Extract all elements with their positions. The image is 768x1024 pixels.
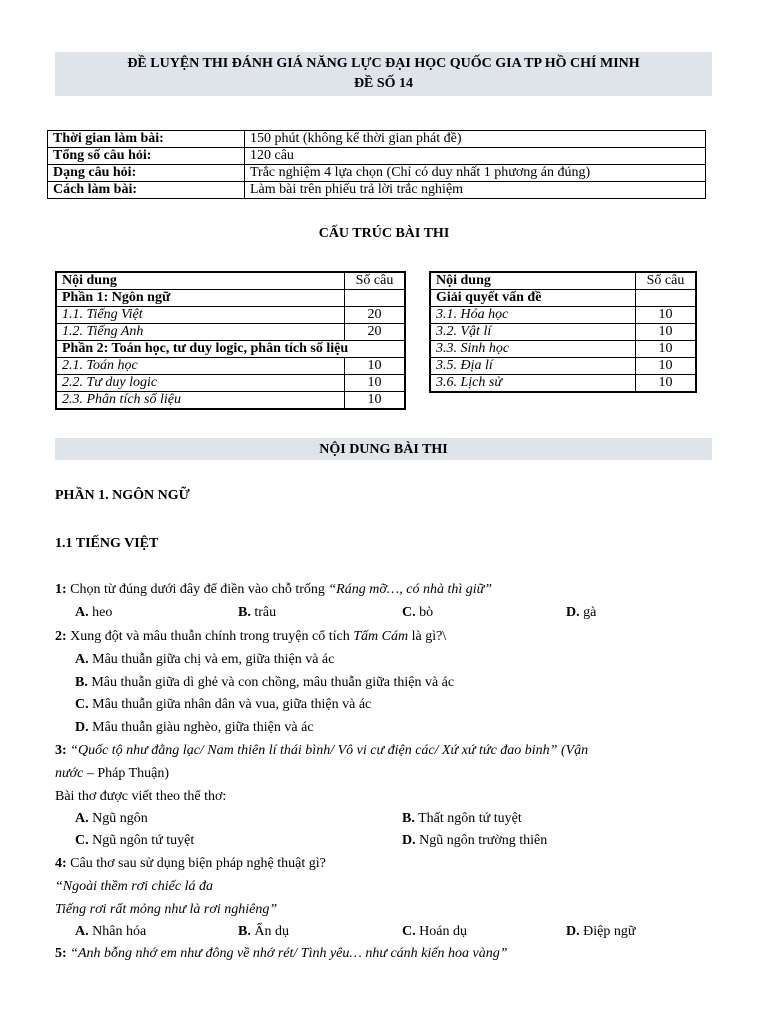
question-number: 1:	[55, 582, 67, 597]
poem-line: Tiếng rơi rất mỏng như là rơi nghiêng”	[55, 902, 278, 917]
question-prompt: Bài thơ được viết theo thể thơ:	[55, 789, 227, 804]
option-d	[75, 720, 314, 736]
column-header: Số câu	[345, 272, 406, 290]
poem-author: – Pháp Thuận)	[83, 766, 170, 781]
poem-line: “Ngoài thềm rơi chiếc lá đa	[55, 879, 213, 894]
info-value: 120 câu	[245, 148, 706, 165]
exam-title: ĐỀ LUYỆN THI ĐÁNH GIÁ NĂNG LỰC ĐẠI HỌC QUỐC GIA TP HỒ CHÍ MINH	[127, 56, 640, 71]
table-row	[56, 324, 405, 341]
question-text: Câu thơ sau sử dụng biện pháp nghệ thuật gì?	[66, 856, 326, 871]
option-text: bò	[415, 605, 434, 620]
table-cell: 10	[636, 307, 697, 324]
table-row	[56, 307, 405, 324]
option-text: Ẩn dụ	[250, 924, 289, 939]
info-key: Cách làm bài:	[48, 182, 245, 199]
table-row	[430, 307, 696, 324]
option-letter: A.	[75, 605, 89, 620]
table-cell: 1.2. Tiếng Anh	[56, 324, 345, 341]
column-header: Nội dung	[56, 272, 345, 290]
info-key: Thời gian làm bài:	[48, 131, 245, 148]
question-4	[55, 856, 326, 872]
table-cell: 3.6. Lịch sử	[430, 375, 636, 393]
option-a	[75, 605, 112, 621]
table-cell: 20	[345, 307, 406, 324]
question-number: 3:	[55, 743, 67, 758]
option-text: trâu	[250, 605, 277, 620]
table-row	[56, 290, 405, 307]
table-row	[430, 290, 696, 307]
table-cell: 10	[636, 375, 697, 393]
poem-quote: “Anh bỗng nhớ em như đông về nhớ rét/ Tình yêu… như cánh kiến hoa vàng”	[66, 946, 508, 961]
option-text: Điệp ngữ	[579, 924, 636, 939]
option-a	[75, 811, 148, 827]
question-quote: “Ráng mỡ…, có nhà thì giữ”	[328, 582, 493, 597]
option-letter: D.	[566, 605, 580, 620]
table-row	[48, 182, 706, 199]
option-text: Mâu thuẫn giữa nhân dân và vua, giữa thiện và ác	[88, 697, 372, 712]
option-letter: D.	[566, 924, 580, 939]
exam-info-table	[47, 130, 706, 199]
option-a	[75, 924, 146, 940]
option-letter: C.	[75, 697, 89, 712]
table-row	[430, 324, 696, 341]
option-d	[402, 833, 547, 849]
option-letter: B.	[75, 675, 88, 690]
question-5	[55, 946, 508, 962]
table-row	[430, 341, 696, 358]
column-header: Nội dung	[430, 272, 636, 290]
table-cell: 10	[345, 392, 406, 410]
option-letter: B.	[238, 605, 251, 620]
table-cell: 1.1. Tiếng Việt	[56, 307, 345, 324]
option-letter: D.	[75, 720, 89, 735]
exam-title-band	[55, 52, 712, 96]
poem-title: nước	[55, 766, 84, 781]
table-cell: 3.3. Sinh học	[430, 341, 636, 358]
option-letter: C.	[402, 924, 416, 939]
option-letter: A.	[75, 811, 89, 826]
option-c	[402, 605, 433, 621]
question-number: 5:	[55, 946, 67, 961]
question-number: 4:	[55, 856, 67, 871]
content-title: NỘI DUNG BÀI THI	[319, 442, 448, 457]
option-d	[566, 605, 596, 621]
table-row	[48, 131, 706, 148]
option-letter: A.	[75, 652, 89, 667]
table-cell: 3.2. Vật lí	[430, 324, 636, 341]
option-text: Ngũ ngôn	[88, 811, 148, 826]
table-cell: 3.1. Hóa học	[430, 307, 636, 324]
poem-quote: “Quốc tộ như đằng lạc/ Nam thiên lí thái bình/ Vô vi cư điện các/ Xứ xứ tức đao binh” (Vận	[66, 743, 589, 758]
option-letter: B.	[402, 811, 415, 826]
content-title-band	[55, 438, 712, 460]
question-text: Chọn từ đúng dưới đây để điền vào chỗ trống	[66, 582, 329, 597]
table-row	[430, 375, 696, 393]
story-title: Tấm Cám	[353, 629, 409, 644]
question-tail: là gì?\	[408, 629, 447, 644]
table-row	[48, 165, 706, 182]
option-text: Ngũ ngôn tứ tuyệt	[88, 833, 195, 848]
table-cell	[345, 290, 406, 307]
option-text: heo	[88, 605, 113, 620]
table-cell: Phần 2: Toán học, tư duy logic, phân tích số liệu	[56, 341, 405, 358]
table-row	[56, 392, 405, 410]
table-row	[56, 375, 405, 392]
option-text: Nhân hóa	[88, 924, 147, 939]
table-cell: 10	[345, 358, 406, 375]
option-b	[238, 924, 289, 940]
question-2	[55, 629, 446, 645]
table-cell	[636, 290, 697, 307]
column-header: Số câu	[636, 272, 697, 290]
question-3	[55, 743, 588, 759]
table-cell: 10	[636, 341, 697, 358]
table-cell: 20	[345, 324, 406, 341]
table-cell: 3.5. Địa lí	[430, 358, 636, 375]
option-text: Ngũ ngôn trường thiên	[415, 833, 548, 848]
table-cell: 10	[636, 358, 697, 375]
info-key: Dạng câu hỏi:	[48, 165, 245, 182]
question-1	[55, 582, 492, 598]
structure-table-right	[429, 271, 697, 393]
option-c	[75, 697, 371, 713]
table-row	[430, 358, 696, 375]
option-d	[566, 924, 635, 940]
option-letter: D.	[402, 833, 416, 848]
structure-table-left	[55, 271, 406, 410]
option-letter: C.	[75, 833, 89, 848]
option-text: Mâu thuẫn giữa chị và em, giữa thiện và ác	[88, 652, 335, 667]
option-b	[402, 811, 522, 827]
info-value: Trắc nghiệm 4 lựa chọn (Chỉ có duy nhất 1 phương án đúng)	[245, 165, 706, 182]
option-letter: C.	[402, 605, 416, 620]
question-number: 2:	[55, 629, 67, 644]
section-heading: 1.1 TIẾNG VIỆT	[55, 536, 159, 551]
option-text: Mâu thuẫn giàu nghèo, giữa thiện và ác	[88, 720, 314, 735]
option-text: Mâu thuẫn giữa dì ghẻ và con chồng, mâu thuẫn giữa thiện và ác	[87, 675, 455, 690]
option-c	[75, 833, 194, 849]
table-cell: 10	[345, 375, 406, 392]
question-3-continued	[55, 766, 169, 782]
table-cell: 2.1. Toán học	[56, 358, 345, 375]
option-b	[238, 605, 276, 621]
table-cell: Giải quyết vấn đề	[430, 290, 636, 307]
table-row	[48, 148, 706, 165]
structure-title: CẤU TRÚC BÀI THI	[318, 226, 450, 241]
info-value: Làm bài trên phiếu trả lời trắc nghiệm	[245, 182, 706, 199]
table-row	[56, 358, 405, 375]
info-value: 150 phút (không kể thời gian phát đề)	[245, 131, 706, 148]
table-cell: 10	[636, 324, 697, 341]
part-heading: PHẦN 1. NGÔN NGỮ	[55, 488, 190, 503]
option-text: gà	[579, 605, 597, 620]
exam-number: ĐỀ SỐ 14	[353, 76, 414, 91]
option-text: Hoán dụ	[415, 924, 467, 939]
info-key: Tổng số câu hỏi:	[48, 148, 245, 165]
table-row	[56, 341, 405, 358]
option-letter: A.	[75, 924, 89, 939]
option-a	[75, 652, 334, 668]
table-header-row	[430, 272, 696, 290]
table-cell: Phần 1: Ngôn ngữ	[56, 290, 345, 307]
option-c	[402, 924, 467, 940]
table-cell: 2.3. Phân tích số liệu	[56, 392, 345, 410]
option-letter: B.	[238, 924, 251, 939]
table-cell: 2.2. Tư duy logic	[56, 375, 345, 392]
question-text: Xung đột và mâu thuẫn chính trong truyện cổ tích	[66, 629, 354, 644]
option-b	[75, 675, 454, 691]
option-text: Thất ngôn tứ tuyệt	[414, 811, 522, 826]
table-header-row	[56, 272, 405, 290]
